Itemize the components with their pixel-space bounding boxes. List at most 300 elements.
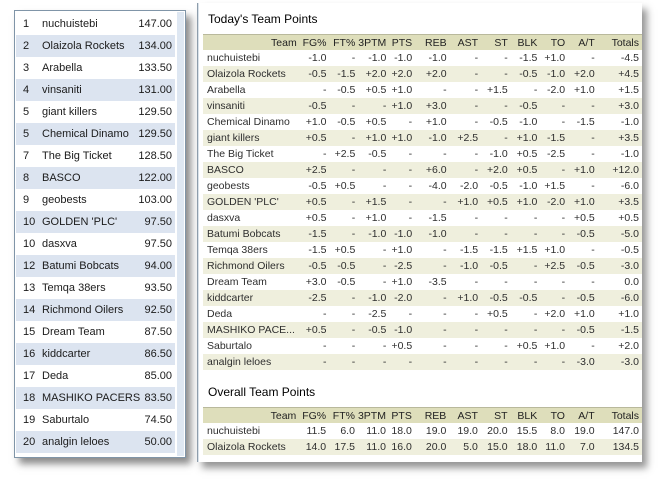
stat-cell-3ptm: - [382,276,387,288]
standings-rank: 18 [23,392,36,404]
stat-cell-totals: +0.5 [618,212,639,224]
team-name-cell: nuchuistebi [207,425,261,437]
standings-rank: 17 [23,370,36,382]
standings-rank: 1 [23,18,30,30]
stat-cell-blk: - [533,260,538,272]
column-header: Totals [598,35,642,51]
standings-team-name: GOLDEN 'PLC' [42,216,118,228]
stat-cell-ft: +0.5 [334,244,356,256]
column-header: FG% [300,35,330,51]
standings-rank: 15 [23,326,36,338]
stat-cell-st: 15.0 [487,441,508,453]
stat-cell-st: - [504,100,508,112]
stat-cell-ast: - [474,276,479,288]
stat-cell-to: - [561,276,566,288]
standings-row[interactable] [16,101,175,123]
stat-cell-reb: - [443,292,447,304]
standings-points: 74.50 [144,414,172,426]
stat-cell-ast: - [474,84,479,96]
stat-cell-at: - [591,276,595,288]
stat-cell-ft: - [351,164,356,176]
stat-cell-totals: -6.0 [620,292,639,304]
stat-cell-totals: +12.0 [612,164,639,176]
standings-row[interactable] [16,145,175,167]
stat-cell-blk: -0.5 [519,68,538,80]
standings-team-name: Olaizola Rockets [42,40,125,52]
stat-cell-at: +1.0 [574,196,595,208]
stat-cell-fg: +0.5 [305,324,327,336]
overall-section-title: Overall Team Points [208,385,316,399]
stat-cell-reb: -1.0 [428,132,447,144]
stat-cell-blk: 18.0 [516,441,538,453]
stat-cell-pts: - [408,212,413,224]
standings-rank: 10 [23,238,36,250]
column-header: BLK [511,35,541,51]
standings-points: 122.00 [138,172,172,184]
standings-team-name: MASHIKO PACERS [42,392,141,404]
stat-cell-ast: -2.0 [460,180,479,192]
stat-cell-at: +1.0 [574,164,595,176]
stat-cell-fg: 14.0 [305,441,327,453]
standings-row[interactable] [16,299,175,321]
stat-cell-reb: - [443,260,447,272]
stat-cell-st: +1.5 [487,84,508,96]
stat-cell-ast: - [474,148,479,160]
stat-cell-ft: -0.5 [337,260,356,272]
stat-cell-3ptm: +2.0 [365,68,387,80]
today-table-row [203,210,642,226]
stat-cell-3ptm: -1.0 [368,52,387,64]
column-header: FT% [330,35,359,51]
column-header: BLK [511,408,541,424]
stat-cell-to: +2.0 [544,308,566,320]
standings-rank: 7 [23,150,30,162]
stat-cell-pts: - [408,180,413,192]
standings-row[interactable] [16,79,175,101]
stat-cell-reb: - [443,340,447,352]
standings-rank: 2 [23,40,30,52]
stat-cell-to: -2.5 [547,148,566,160]
standings-points: 85.00 [144,370,172,382]
standings-rank: 8 [23,172,30,184]
stat-cell-blk: - [533,324,538,336]
sidebar-scrollbar-track[interactable] [177,12,184,456]
stat-cell-at: - [591,340,595,352]
stat-cell-fg: 11.5 [306,425,327,437]
today-table-row [203,226,642,242]
stat-cell-ast: - [474,228,479,240]
stat-cell-pts: +0.5 [391,340,413,352]
stat-cell-st: -0.5 [489,260,508,272]
stat-cell-to: -2.0 [547,84,566,96]
stat-cell-ft: - [351,228,356,240]
stat-cell-blk: +1.0 [516,132,538,144]
stat-cell-st: - [504,324,508,336]
column-header: 3PTM [358,35,389,51]
stat-cell-at: +0.5 [574,212,595,224]
stat-cell-ast: - [474,324,479,336]
overall-header-row [203,408,642,424]
stat-cell-st: -1.0 [489,148,508,160]
stat-cell-to: -2.0 [547,196,566,208]
stat-cell-at: - [591,132,595,144]
stat-cell-3ptm: -1.0 [368,228,387,240]
today-section-title: Today's Team Points [208,12,318,26]
standings-team-name: kiddcarter [42,348,91,360]
stat-cell-3ptm: +1.0 [365,212,387,224]
overall-team-points-table [203,407,642,455]
column-header: REB [415,408,449,424]
team-name-cell: Richmond Oilers [207,260,285,272]
stat-cell-blk: - [533,228,538,240]
stat-cell-pts: +1.0 [391,132,413,144]
column-header: ST [481,408,511,424]
standings-row[interactable] [16,343,175,365]
stat-cell-at: +1.0 [574,84,595,96]
stat-cell-to: - [561,100,566,112]
overall-table-row [203,439,642,455]
stat-cell-st: - [504,132,508,144]
stat-cell-fg: +0.5 [305,212,327,224]
standings-team-name: giant killers [42,106,98,118]
column-header: TO [540,408,568,424]
stat-cell-3ptm: -1.0 [368,292,387,304]
team-name-cell: dasxva [207,212,241,224]
today-header-row [203,35,642,51]
stat-cell-fg: -1.5 [308,228,327,240]
today-table-row [203,306,642,322]
stat-cell-fg: - [323,340,327,352]
standings-row[interactable] [16,233,175,255]
stat-cell-blk: - [533,276,538,288]
standings-team-name: Dream Team [42,326,105,338]
stat-cell-ft: - [351,100,356,112]
stat-cell-pts: +1.0 [391,84,413,96]
column-header: FT% [329,408,358,424]
stat-cell-fg: - [323,84,327,96]
standings-points: 50.00 [144,436,172,448]
stat-cell-reb: - [443,148,447,160]
stat-cell-pts: - [408,196,413,208]
stat-cell-fg: +0.5 [305,196,327,208]
today-table-row [203,354,642,370]
stat-cell-pts: 18.0 [391,425,412,437]
stat-cell-ft: - [351,340,356,352]
overall-table-row [203,423,642,439]
team-name-cell: geobests [207,180,250,192]
standings-team-name: dasxva [42,238,77,250]
stat-cell-totals: -3.0 [620,260,639,272]
team-name-cell: Deda [207,308,233,320]
stat-cell-at: -3.0 [576,356,595,368]
stat-cell-pts: -2.0 [394,292,413,304]
overall-table-body [203,423,642,455]
stat-cell-pts: +2.0 [391,68,413,80]
stat-cell-3ptm: 11.0 [366,425,386,437]
column-header: TO [540,35,568,51]
standings-rank: 19 [23,414,36,426]
stat-cell-at: - [591,244,595,256]
stat-cell-ast: +2.5 [457,132,479,144]
stat-cell-totals: -1.5 [620,324,639,336]
today-table-row [203,114,642,130]
stat-cell-at: 7.0 [580,441,595,453]
stat-cell-blk: -1.0 [519,180,538,192]
standings-rank: 14 [23,304,36,316]
stat-cell-ft: - [351,356,356,368]
standings-panel [14,10,186,458]
team-name-cell: BASCO [207,164,244,176]
stat-cell-st: -0.5 [489,292,508,304]
today-table-row [203,66,642,82]
standings-points: 97.50 [144,216,172,228]
stat-cell-to: 8.0 [550,425,565,437]
stat-cell-to: -1.0 [547,68,566,80]
standings-team-name: Saburtalo [42,414,90,426]
standings-rank: 20 [23,436,36,448]
standings-points: 129.50 [138,106,172,118]
stat-cell-fg: -0.5 [308,260,327,272]
stat-cell-fg: - [323,356,327,368]
stat-cell-totals: +2.0 [618,340,639,352]
stat-cell-totals: -1.0 [620,148,639,160]
standings-points: 83.50 [144,392,172,404]
column-header: FG% [299,408,329,424]
standings-team-name: Deda [42,370,69,382]
stat-cell-3ptm: -0.5 [368,148,387,160]
standings-rank: 16 [23,348,36,360]
stat-cell-ft: -0.5 [337,84,356,96]
stat-cell-blk: -1.5 [519,52,538,64]
stat-cell-fg: - [323,308,327,320]
column-header: PTS [389,35,415,51]
stat-cell-at: -0.5 [576,324,595,336]
stat-cell-pts: -1.0 [394,324,413,336]
standings-rank: 9 [23,194,30,206]
today-table-row [203,274,642,290]
standings-row[interactable] [16,189,175,211]
stat-cell-fg: -1.5 [308,244,327,256]
stat-cell-to: - [561,164,566,176]
standings-points: 97.50 [144,238,172,250]
standings-team-name: Richmond Oilers [42,304,124,316]
column-header: Team [203,35,300,51]
stat-cell-at: -0.5 [576,260,595,272]
today-table-row [203,290,642,306]
stat-cell-ast: - [474,308,479,320]
stat-cell-ft: +0.5 [334,180,356,192]
team-name-cell: Batumi Bobcats [207,228,281,240]
standings-row[interactable] [16,167,175,189]
stat-cell-st: - [504,356,508,368]
stat-cell-ft: 17.5 [334,441,355,453]
today-table-row [203,82,642,98]
stat-cell-ast: - [474,68,479,80]
standings-points: 87.50 [144,326,172,338]
standings-row[interactable] [16,321,175,343]
today-table-row [203,338,642,354]
team-name-cell: Olaizola Rockets [207,441,286,453]
stat-cell-fg: -0.5 [308,100,327,112]
stat-cell-at: -0.5 [576,228,595,240]
stat-cell-at: - [591,148,595,160]
stat-cell-ast: +1.0 [457,292,479,304]
stat-cell-totals: -1.0 [620,116,639,128]
standings-team-name: Temqa 38ers [42,282,106,294]
stat-cell-totals: 147.0 [612,425,639,437]
standings-row[interactable] [16,35,175,57]
standings-team-name: The Big Ticket [42,150,112,162]
stat-cell-3ptm: - [382,340,387,352]
stat-cell-reb: - [443,356,447,368]
stat-cell-to: - [561,356,566,368]
stat-cell-to: - [561,228,566,240]
standings-row[interactable] [16,211,175,233]
stat-cell-to: -1.5 [547,132,566,144]
stat-cell-fg: +0.5 [305,132,327,144]
stat-cell-ast: -1.0 [460,260,479,272]
stat-cell-ft: - [351,324,356,336]
standings-row[interactable] [16,277,175,299]
stat-cell-totals: -4.5 [620,52,639,64]
stat-cell-blk: - [533,308,538,320]
standings-points: 92.50 [144,304,172,316]
stat-cell-reb: - [443,84,447,96]
team-name-cell: Saburtalo [207,340,252,352]
standings-rank: 3 [23,62,30,74]
stat-cell-to: +1.0 [544,52,566,64]
stat-cell-reb: +6.0 [425,164,447,176]
team-name-cell: The Big Ticket [207,148,274,160]
team-name-cell: Olaizola Rockets [207,68,286,80]
column-header: PTS [389,408,415,424]
stat-cell-reb: - [443,244,447,256]
standings-points: 134.00 [138,40,172,52]
stat-cell-ft: -0.5 [337,116,356,128]
standings-points: 86.50 [144,348,172,360]
stat-cell-fg: -2.5 [308,292,327,304]
standings-rank: 10 [23,216,36,228]
stat-cell-reb: 19.0 [425,425,447,437]
team-name-cell: GOLDEN 'PLC' [207,196,279,208]
stat-cell-reb: -3.5 [428,276,447,288]
stat-cell-3ptm: - [382,356,387,368]
stat-cell-3ptm: +0.5 [365,116,387,128]
stat-cell-fg: +1.0 [305,116,327,128]
today-table-body [203,50,642,370]
stat-cell-reb: -4.0 [428,180,447,192]
stat-cell-to: - [561,324,566,336]
stat-cell-pts: - [408,164,413,176]
stat-cell-totals: 0.0 [624,276,639,288]
team-points-panel [197,3,642,462]
stat-cell-ast: - [474,52,479,64]
standings-row[interactable] [16,57,175,79]
standings-row[interactable] [16,123,175,145]
stat-cell-pts: -2.5 [394,260,413,272]
standings-row[interactable] [16,365,175,387]
standings-team-name: BASCO [42,172,81,184]
stat-cell-st: +0.5 [487,308,508,320]
stat-cell-pts: +1.0 [391,100,413,112]
today-table-row [203,130,642,146]
stat-cell-ast: +1.0 [457,196,479,208]
stat-cell-pts: - [408,356,413,368]
standings-team-name: vinsaniti [42,84,82,96]
stat-cell-st: - [504,340,508,352]
standings-team-name: Chemical Dinamo [42,128,129,140]
standings-rank: 4 [23,84,30,96]
column-header: A/T [568,408,598,424]
column-header: A/T [568,35,598,51]
stat-cell-blk: -0.5 [519,100,538,112]
stat-cell-st: +0.5 [487,196,508,208]
stat-cell-ast: 19.0 [457,425,478,437]
stat-cell-blk: +0.5 [516,340,538,352]
today-table-row [203,178,642,194]
standings-row[interactable] [16,409,175,431]
stat-cell-st: - [504,52,508,64]
stat-cell-blk: 15.5 [516,425,538,437]
stat-cell-fg: -1.0 [308,52,327,64]
stat-cell-at: - [591,180,595,192]
stat-cell-st: -0.5 [489,116,508,128]
stat-cell-st: - [504,68,508,80]
standings-row[interactable] [16,255,175,277]
standings-team-name: Arabella [42,62,83,74]
column-header: 3PTM [358,408,389,424]
column-header: ST [481,35,511,51]
stat-cell-st: 20.0 [487,425,508,437]
stat-cell-to: +1.0 [544,340,566,352]
standings-row[interactable] [16,387,175,409]
team-name-cell: nuchuistebi [207,52,261,64]
stat-cell-to: +2.5 [544,260,566,272]
stat-cell-st: -0.5 [489,180,508,192]
team-name-cell: Arabella [207,84,246,96]
stat-cell-ft: - [351,212,356,224]
stat-cell-to: - [561,212,566,224]
stat-cell-ast: -1.5 [460,244,479,256]
stat-cell-3ptm: +1.5 [365,196,387,208]
stat-cell-at: - [591,100,595,112]
stat-cell-ft: - [351,132,356,144]
standings-row[interactable] [16,431,175,453]
column-header: Totals [598,408,642,424]
stat-cell-reb: +2.0 [425,68,447,80]
standings-points: 103.00 [138,194,172,206]
stat-cell-blk: +0.5 [516,164,538,176]
standings-row[interactable] [16,13,175,35]
stat-cell-totals: +3.0 [618,100,639,112]
column-header: AST [450,35,482,51]
stat-cell-reb: +3.0 [425,100,447,112]
standings-points: 133.50 [138,62,172,74]
stat-cell-to: - [561,292,566,304]
stat-cell-st: - [504,228,508,240]
stat-cell-totals: 134.5 [612,441,639,453]
stat-cell-at: +1.0 [574,308,595,320]
standings-team-name: geobests [42,194,87,206]
stat-cell-st: - [504,212,508,224]
team-name-cell: Dream Team [207,276,267,288]
stat-cell-ft: - [351,52,356,64]
stat-cell-totals: +4.5 [618,68,639,80]
today-table-row [203,98,642,114]
stat-cell-totals: +1.5 [618,84,639,96]
stat-cell-3ptm: - [382,100,387,112]
standings-points: 94.00 [144,260,172,272]
